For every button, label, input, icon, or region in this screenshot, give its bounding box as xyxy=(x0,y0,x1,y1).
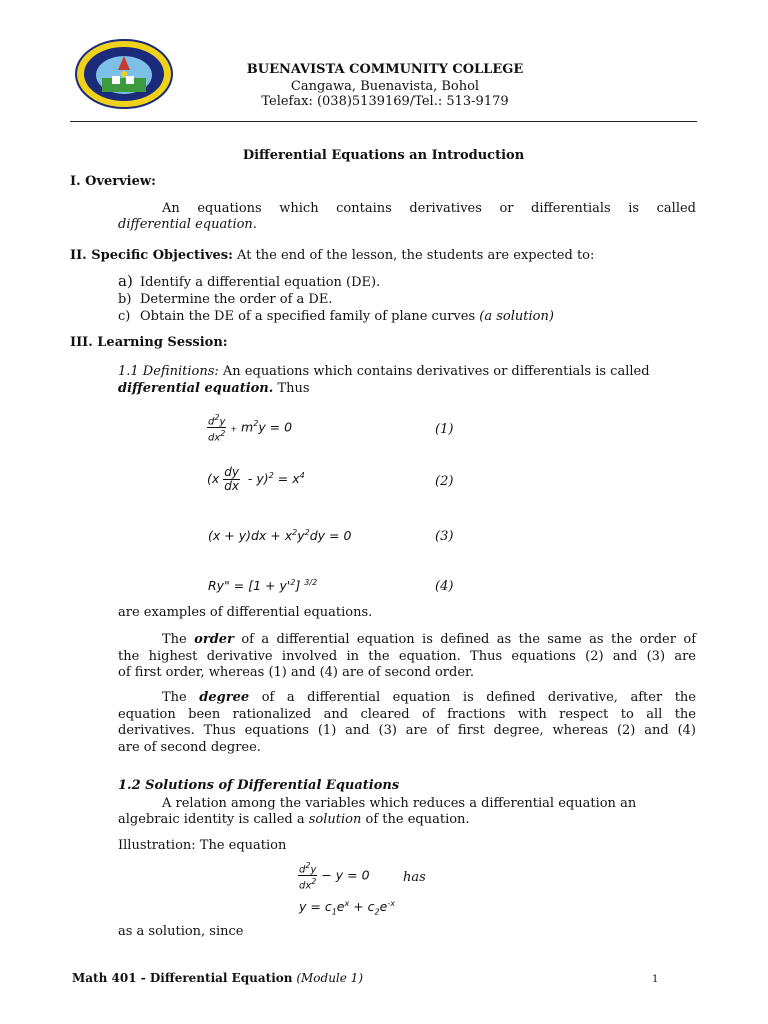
college-name: BUENAVISTA COMMUNITY COLLEGE xyxy=(246,62,524,77)
overview-text-2: differential equation. xyxy=(118,217,257,232)
footer-module: (Module 1) xyxy=(296,971,364,985)
college-contact: Telefax: (038)5139169/Tel.: 513-9179 xyxy=(261,94,509,109)
definition-thus: Thus xyxy=(277,381,310,396)
solutions-line-2 xyxy=(118,811,470,828)
examples-text: are examples of differential equations. xyxy=(118,605,373,620)
degree-pre: The xyxy=(162,690,187,705)
solutions-pre: algebraic identity is called a xyxy=(118,812,305,827)
college-logo xyxy=(74,38,174,110)
definition-text: An equations which contains derivatives or differentials is called xyxy=(222,364,650,379)
equation-1-number: (1) xyxy=(435,422,454,437)
objectives-intro: At the end of the lesson, the students are expected to: xyxy=(237,248,595,263)
order-rest: of a differential equation is defined as the same as the order of xyxy=(241,632,697,647)
objective-italic: (a solution) xyxy=(479,309,554,324)
order-line-3: of first order, whereas (1) and (4) are of second order. xyxy=(118,665,474,680)
overview-heading: I. Overview: xyxy=(70,174,156,189)
document-title: Differential Equations an Introduction xyxy=(242,148,525,163)
objective-marker: c) xyxy=(118,309,131,324)
degree-line-3: derivatives. Thus equations (1) and (3) are of first degree, whereas (2) and (4) xyxy=(118,723,696,738)
objectives-heading: II. Specific Objectives: xyxy=(70,248,233,263)
equation-4-number: (4) xyxy=(435,579,454,594)
footer-course-name: Math 401 - Differential Equation xyxy=(72,971,293,985)
objective-item-a xyxy=(118,273,380,291)
degree-rest: of a differential equation is defined derivative, after the xyxy=(261,690,696,705)
equation-1: $\frac{d^2y}{dx^2}$ + $m^2y = 0$ xyxy=(208,413,293,444)
equation-3-number: (3) xyxy=(435,529,454,544)
order-line-1 xyxy=(162,631,696,648)
definition-term: differential equation. xyxy=(118,381,274,396)
footer-course xyxy=(72,970,363,986)
definition-label: 1.1 Definitions: xyxy=(118,364,219,379)
solutions-line-1: A relation among the variables which reduces a differential equation an xyxy=(162,796,637,811)
objective-text: Obtain the DE of a specified family of plane curves xyxy=(140,309,476,324)
order-line-2: the highest derivative involved in the equation. Thus equations (2) and (3) are xyxy=(118,649,696,664)
overview-text-1: An equations which contains derivatives or differentials is called xyxy=(162,201,696,216)
illustration-has: has xyxy=(403,870,426,885)
objective-text: Identify a differential equation (DE). xyxy=(140,275,381,290)
objective-marker: b) xyxy=(118,292,132,307)
equation-2: (x $\frac{dy}{dx}$ - $y)^2 = x^4$ xyxy=(207,465,305,493)
solutions-post: of the equation. xyxy=(365,812,470,827)
objectives-line xyxy=(70,247,594,264)
header-divider xyxy=(70,121,697,122)
learning-heading: III. Learning Session: xyxy=(70,335,228,350)
definition-line xyxy=(118,363,696,380)
equation-2-number: (2) xyxy=(435,474,454,489)
solutions-term: solution xyxy=(308,812,362,827)
solutions-heading: 1.2 Solutions of Differential Equations xyxy=(118,778,400,793)
illustration-equation: $\frac{d^2y}{dx^2}$ − y = 0 xyxy=(299,861,370,892)
order-pre: The xyxy=(162,632,187,647)
illustration-label: Illustration: The equation xyxy=(118,838,287,853)
degree-line-2: equation been rationalized and cleared of fractions with respect to all the xyxy=(118,707,696,722)
college-address: Cangawa, Buenavista, Bohol xyxy=(290,79,480,94)
equation-4: Ry" = $[1 + y'^2]$ $^{3/2}$ xyxy=(208,578,318,594)
degree-term: degree xyxy=(199,690,250,705)
college-seal-icon xyxy=(74,38,174,110)
objective-marker: a) xyxy=(118,272,133,290)
degree-line-4: are of second degree. xyxy=(118,740,261,755)
as-solution-text: as a solution, since xyxy=(118,924,244,939)
order-term: order xyxy=(194,632,234,647)
equation-3: $(x + y)dx + x^2y^2dy = 0$ xyxy=(208,528,352,544)
degree-line-1 xyxy=(162,689,696,706)
objective-item-b xyxy=(118,291,332,308)
objective-text: Determine the order of a DE. xyxy=(140,292,333,307)
objective-item-c xyxy=(118,308,554,325)
illustration-solution: $y = c_1e^x + c_2e^{-x}$ xyxy=(299,899,395,917)
definition-term-line xyxy=(118,380,310,397)
page-number: 1 xyxy=(652,974,659,985)
